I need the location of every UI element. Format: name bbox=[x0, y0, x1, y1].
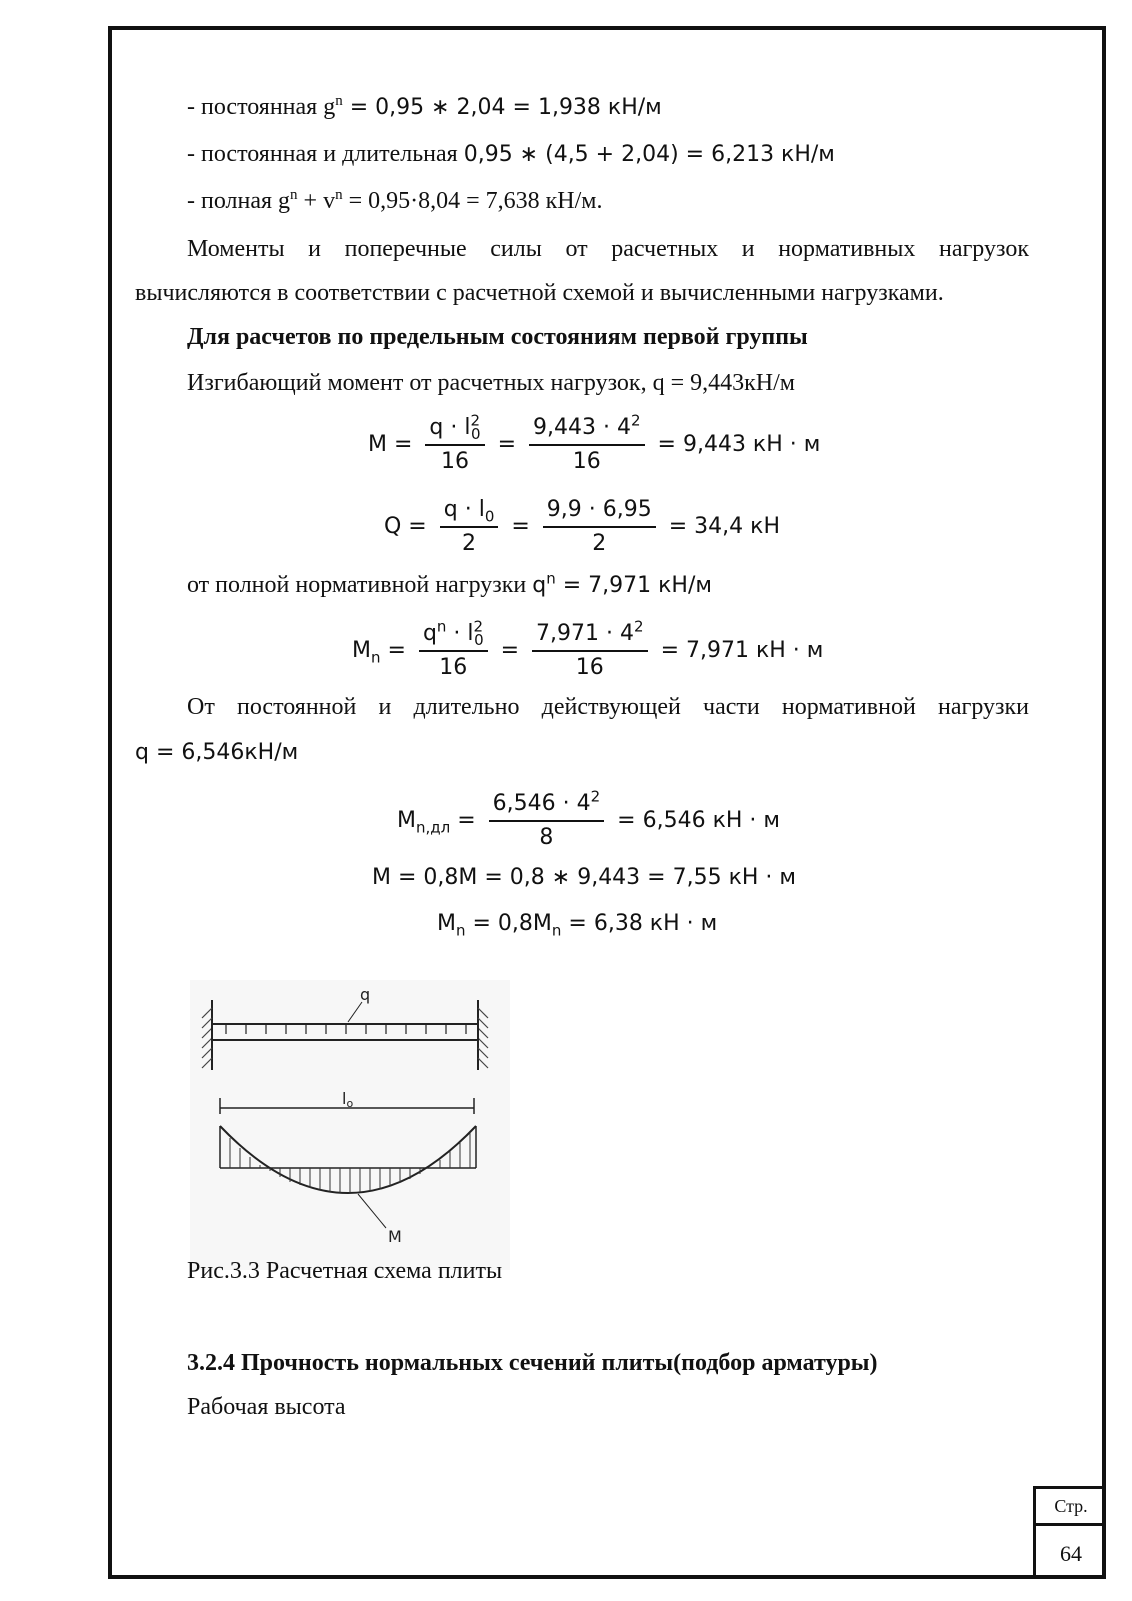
formula-moment: M = $\frac{q \cdot l^2_0}{16}$ = $\frac{9,443 \cdot 4^2}{16}$ = 9,443 кН · м bbox=[368, 411, 821, 474]
load-line-permanent-longterm: - постоянная и длительная 0,95 ∗ (4,5 + 2,04) = 6,213 кН/м bbox=[187, 141, 835, 167]
moment-label: M bbox=[388, 1227, 402, 1246]
formula-reduced-moment: M = 0,8M = 0,8 ∗ 9,443 = 7,55 кН · м bbox=[372, 865, 796, 890]
figure-caption: Рис.3.3 Расчетная схема плиты bbox=[187, 1258, 503, 1284]
section-heading-normal-sections: 3.2.4 Прочность нормальных сечений плиты(подбор арматуры) bbox=[187, 1350, 878, 1376]
section-heading-first-group: Для расчетов по предельным состояниям первой группы bbox=[187, 324, 808, 350]
paragraph-longterm-load-line2: q = 6,546кН/м bbox=[135, 740, 299, 765]
paragraph-bending-moment: Изгибающий момент от расчетных нагрузок, q = 9,443кН/м bbox=[187, 370, 795, 396]
beam-diagram bbox=[190, 980, 510, 1270]
formula-longterm-moment: $M_{n,дл}$ = $\frac{6,546 \cdot 4^2}{8}$ = 6,546 кН · м bbox=[397, 787, 780, 850]
paragraph-moments-line2: вычисляются в соответствии с расчетной схемой и вычисленными нагрузками. bbox=[135, 280, 944, 306]
page-number: 64 bbox=[1060, 1541, 1082, 1566]
calculation-scheme-figure bbox=[190, 980, 510, 1270]
load-line-full: - полная $g^n + v^n = 0,95\cdot 8,04 = 7,638$ кН/м. bbox=[187, 187, 603, 214]
paragraph-working-height: Рабочая высота bbox=[187, 1394, 346, 1420]
load-line-permanent: - постоянная $g^n = 0,95$ ∗ 2,04 = 1,938 кН/м bbox=[187, 93, 662, 120]
formula-normative-moment: $M_n$ = $\frac{q^n \cdot l^2_0}{16}$ = $\frac{7,971 \cdot 4^2}{16}$ = 7,971 кН · м bbox=[352, 617, 824, 680]
formula-reduced-normative-moment: $M_n = 0,8M_n = 6,38$ кН · м bbox=[437, 911, 718, 940]
page-label: Стр. bbox=[1036, 1489, 1106, 1526]
paragraph-moments-line1: Моменты и поперечные силы от расчетных и нормативных нагрузок bbox=[187, 236, 1029, 262]
paragraph-longterm-load-line1: От постоянной и длительно действующей части нормативной нагрузки bbox=[187, 694, 1029, 720]
formula-shear-force: Q = $\frac{q \cdot l_0}{2}$ = $\frac{9,9 \cdot 6,95}{2}$ = 34,4 кН bbox=[384, 497, 780, 556]
span-label: lo bbox=[342, 1089, 354, 1110]
load-label: q bbox=[360, 985, 371, 1004]
paragraph-full-normative-load: от полной нормативной нагрузки $q^n = 7,971$ кН/м bbox=[187, 569, 712, 598]
page-number-stamp bbox=[1033, 1486, 1106, 1579]
